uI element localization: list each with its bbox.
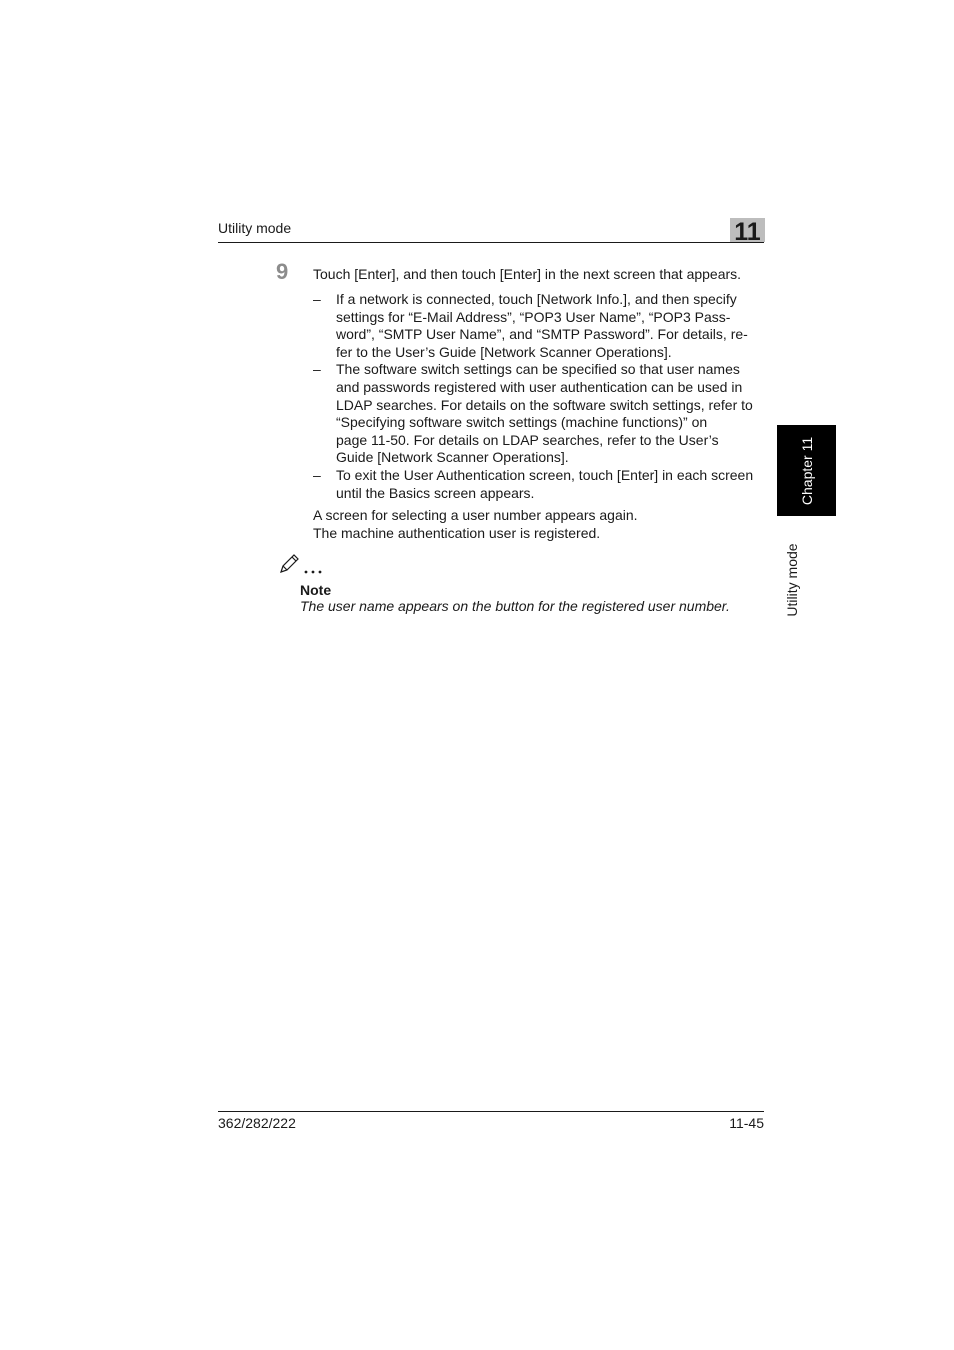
bullet-line: The software switch settings can be specified so that user names [336,361,740,378]
footer-rule [218,1111,764,1112]
bullet-line: To exit the User Authentication screen, touch [Enter] in each screen [336,466,754,483]
step-bullet-list [313,291,765,502]
note-text: The user name appears on the button for the registered user number. [300,598,730,614]
running-header-title: Utility mode [218,220,292,236]
bullet-line: “Specifying software switch settings (machine functions)” on [336,414,708,431]
step-result-line: A screen for selecting a user number appears again. [313,507,638,523]
bullet-line: settings for “E-Mail Address”, “POP3 User Name”, “POP3 Pass- [336,308,731,325]
bullet-item [313,467,765,502]
header-rule [218,242,764,243]
chapter-side-tab-label: Chapter 11 [798,436,815,505]
step-instruction: Touch [Enter], and then touch [Enter] in the next screen that appears. [313,266,742,282]
footer-model-number: 362/282/222 [218,1115,296,1131]
bullet-line: LDAP searches. For details on the software switch settings, refer to [336,396,753,413]
bullet-line: word”, “SMTP User Name”, and “SMTP Password”. For details, re- [336,326,748,343]
chapter-number-badge: 11 [730,218,765,242]
bullet-line: If a network is connected, touch [Network Info.], and then specify [336,291,737,307]
step-number: 9 [276,259,289,284]
bullet-item [313,361,765,467]
section-side-label: Utility mode [784,543,800,617]
bullet-item [313,291,765,361]
chapter-side-tab [777,425,836,516]
bullet-line: page 11-50. For details on LDAP searches, refer to the User’s [336,431,719,448]
bullet-line: and passwords registered with user authentication can be used in [336,378,743,395]
bullet-line: until the Basics screen appears. [336,484,535,501]
footer-page-number: 11-45 [729,1115,764,1131]
bullet-dash: – [313,466,321,483]
note-label: Note [300,582,332,598]
step-result-line: The machine authentication user is registered. [313,525,601,541]
pencil-note-icon [278,553,324,575]
bullet-line: Guide [Network Scanner Operations]. [336,449,569,466]
bullet-line: fer to the User’s Guide [Network Scanner Operations]. [336,343,672,360]
bullet-dash: – [313,361,321,378]
bullet-dash: – [313,291,321,307]
